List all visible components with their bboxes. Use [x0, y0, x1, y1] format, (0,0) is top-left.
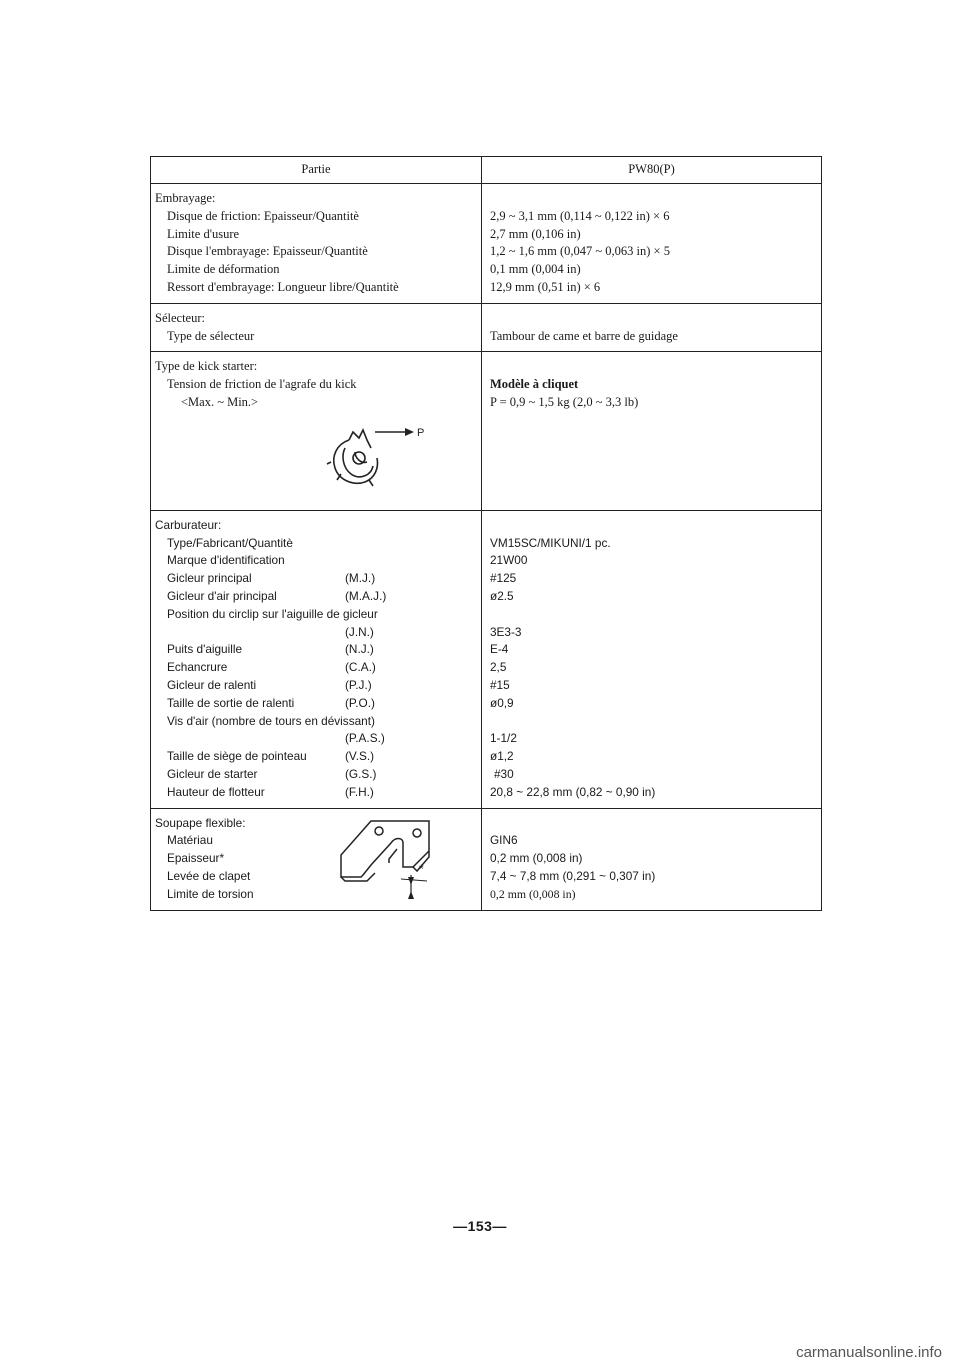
- spec-row: [155, 677, 475, 695]
- spec-label: Echancrure: [167, 660, 228, 675]
- thickness-marker: *: [419, 861, 424, 876]
- spec-value: Modèle à cliquet: [490, 377, 579, 392]
- spec-abbr: (V.S.): [345, 749, 375, 764]
- section-title: Sélecteur:: [155, 310, 205, 325]
- spec-value: 0,2 mm (0,008 in): [490, 886, 576, 901]
- spec-label: Tension de friction de l'agrafe du kick: [167, 377, 357, 392]
- spec-label: Type/Fabricant/Quantitè: [167, 535, 293, 550]
- spec-row: [155, 695, 475, 713]
- spec-label: <Max. ~ Min.>: [181, 394, 259, 409]
- spec-value: 1,2 ~ 1,6 mm (0,047 ~ 0,063 in) × 5: [490, 244, 670, 259]
- spec-value: VM15SC/MIKUNI/1 pc.: [490, 535, 611, 550]
- spec-label: Puits d'aiguille: [167, 642, 243, 657]
- spec-value: #30: [494, 766, 514, 781]
- spec-abbr: (P.O.): [345, 695, 375, 710]
- reed-valve-figure: [331, 815, 441, 901]
- spec-value: GIN6: [490, 833, 518, 848]
- spec-label: Disque l'embrayage: Epaisseur/Quantitè: [167, 244, 368, 259]
- spec-value: 7,4 ~ 7,8 mm (0,291 ~ 0,307 in): [490, 868, 656, 883]
- spec-abbr: (J.N.): [345, 624, 374, 639]
- spec-label: Marque d'identification: [167, 553, 285, 568]
- spec-label: Position du circlip sur l'aiguille de gicleur: [167, 606, 378, 621]
- spec-label: Taille de sortie de ralenti: [167, 695, 295, 710]
- spec-value: 2,5: [490, 660, 507, 675]
- spec-abbr: (F.H.): [345, 784, 374, 799]
- spec-value: 1-1/2: [490, 731, 517, 746]
- spec-label: Levée de clapet: [167, 868, 251, 883]
- spec-value: 3E3-3: [490, 624, 522, 639]
- spec-row: [155, 570, 475, 588]
- spec-value: ø0,9: [490, 695, 514, 710]
- spec-value: E-4: [490, 642, 509, 657]
- spec-label: Vis d'air (nombre de tours en dévissant): [167, 713, 375, 728]
- spec-row: [155, 588, 475, 606]
- spec-value: 2,9 ~ 3,1 mm (0,114 ~ 0,122 in) × 6: [490, 208, 670, 223]
- spec-label: Gicleur principal: [167, 571, 252, 586]
- spec-value: 2,7 mm (0,106 in): [490, 226, 581, 241]
- watermark: carmanualsonline.info: [796, 1344, 942, 1361]
- spec-value: Tambour de came et barre de guidage: [490, 328, 678, 343]
- spec-abbr: (G.S.): [345, 766, 377, 781]
- spec-abbr: (N.J.): [345, 642, 374, 657]
- spec-label: Limite de déformation: [167, 262, 280, 277]
- spec-label: Gicleur de starter: [167, 766, 258, 781]
- spec-abbr: (M.A.J.): [345, 588, 387, 603]
- kick-clip-icon: [319, 418, 429, 498]
- spec-row: [155, 659, 475, 677]
- spec-value: 0,2 mm (0,008 in): [490, 851, 583, 866]
- section-kick: [151, 352, 821, 510]
- spec-value: ø2.5: [490, 588, 514, 603]
- header-partie: Partie: [301, 162, 331, 177]
- section-title: Soupape flexible:: [155, 815, 246, 830]
- spec-label: Taille de siège de pointeau: [167, 749, 307, 764]
- spec-row: [155, 641, 475, 659]
- spec-value: 21W00: [490, 553, 528, 568]
- spec-label: Matériau: [167, 833, 213, 848]
- spec-value: P = 0,9 ~ 1,5 kg (2,0 ~ 3,3 lb): [490, 394, 639, 409]
- table-header: [151, 157, 821, 184]
- section-title: Carburateur:: [155, 517, 222, 532]
- section-embrayage: [151, 184, 821, 304]
- spec-value: ø1,2: [490, 749, 514, 764]
- section-title: Embrayage:: [155, 191, 216, 205]
- spec-table: [150, 156, 822, 911]
- spec-label: Disque de friction: Epaisseur/Quantitè: [167, 208, 359, 223]
- spec-abbr: (C.A.): [345, 660, 376, 675]
- spec-value: #15: [490, 677, 510, 692]
- spec-value: 20,8 ~ 22,8 mm (0,82 ~ 0,90 in): [490, 784, 656, 799]
- kick-force-label: P: [417, 426, 425, 439]
- spec-value: 12,9 mm (0,51 in) × 6: [490, 279, 601, 294]
- spec-abbr: (M.J.): [345, 571, 376, 586]
- page-number: —153—: [453, 1218, 507, 1234]
- spec-row: [155, 730, 475, 748]
- kick-clip-figure: [155, 412, 475, 504]
- spec-label: Type de sélecteur: [167, 328, 255, 343]
- header-model: PW80(P): [481, 157, 821, 183]
- section-title: Type de kick starter:: [155, 359, 258, 374]
- spec-value: 0,1 mm (0,004 in): [490, 262, 581, 277]
- spec-label: Gicleur d'air principal: [167, 588, 277, 603]
- spec-row: [155, 748, 475, 766]
- spec-label: Limite d'usure: [167, 226, 240, 241]
- section-selecteur: [151, 304, 821, 353]
- spec-label: Gicleur de ralenti: [167, 677, 257, 692]
- spec-row: [155, 784, 475, 802]
- spec-label: Limite de torsion: [167, 886, 254, 901]
- spec-label: Ressort d'embrayage: Longueur libre/Quantitè: [167, 279, 399, 294]
- spec-label: Epaisseur*: [167, 851, 225, 866]
- spec-value: #125: [490, 571, 517, 586]
- section-soupape: [151, 809, 821, 910]
- spec-abbr: (P.A.S.): [345, 731, 385, 746]
- spec-row: [155, 624, 475, 642]
- spec-abbr: (P.J.): [345, 677, 372, 692]
- spec-row: [155, 766, 475, 784]
- spec-label: Hauteur de flotteur: [167, 784, 265, 799]
- section-carburateur: [151, 511, 821, 809]
